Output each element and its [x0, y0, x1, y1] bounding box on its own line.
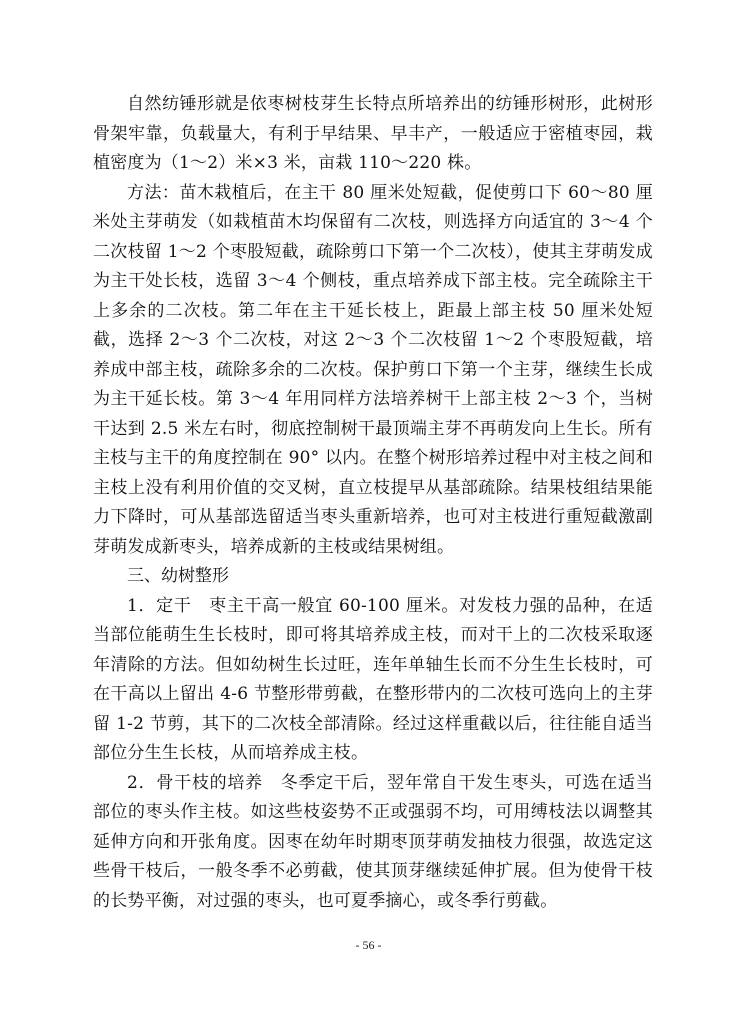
paragraph-trunk-setting: 1．定干 枣主干高一般宜 60-100 厘米。对发枝力强的品种，在适当部位能萌生生长枝时，即可将其培养成主枝，而对干上的二次枝采取逐年清除的方法。但如幼树生长过旺，连年单轴生长而不分生生长枝时，可在干高以上留出 4-6 节整形带剪截，在整形带内的二次枝可选向上的主芽留 1-2 节剪，其下的二次枝全部清除。经过这样重截以后，往往能自适当部位分生生长枝，从而培养成主枝。 — [93, 595, 653, 763]
paragraph-spindle-shape: 自然纺锤形就是依枣树枝芽生长特点所培养出的纺锤形树形，此树形骨架牢靠，负载量大，有利于早结果、早丰产，一般适应于密植枣园，栽植密度为（1～2）米×3 米，亩栽 110～220 株。 — [93, 94, 653, 173]
paragraph-main-branch-cultivation: 2．骨干枝的培养 冬季定干后，翌年常自干发生枣头，可选在适当部位的枣头作主枝。如这些枝姿势不正或强弱不均，可用缚枝法以调整其延伸方向和开张角度。因枣在幼年时期枣顶芽萌发抽枝力很强，故选定这些骨干枝后，一般冬季不必剪截，使其顶芽继续延伸扩展。但为使骨干枝的长势平衡，对过强的枣头，也可夏季摘心，或冬季行剪截。 — [93, 772, 653, 911]
page-number: - 56 - — [355, 938, 382, 952]
document-body — [93, 90, 653, 916]
section-heading-young-tree-shaping: 三、幼树整形 — [127, 566, 229, 586]
paragraph-method: 方法：苗木栽植后，在主干 80 厘米处短截，促使剪口下 60～80 厘米处主芽萌发（如栽植苗木均保留有二次枝，则选择方向适宜的 3～4 个二次枝留 1～2 个枣股短截，疏除剪口下第一个二次枝），使其主芽萌发成为主干处长枝，选留 3～4 个侧枝，重点培养成下部主枝。完全疏除主干上多余的二次枝。第二年在主干延长枝上，距最上部主枝 50 厘米处短截，选择 2～3 个二次枝，对这 2～3 个二次枝留 1～2 个枣股短截，培养成中部主枝，疏除多余的二次枝。保护剪口下第一个主芽，继续生长成为主干延长枝。第 3～4 年用同样方法培养树干上部主枝 2～3 个，当树干达到 2.5 米左右时，彻底控制树干最顶端主芽不再萌发向上生长。所有主枝与主干的角度控制在 90° 以内。在整个树形培养过程中对主枝之间和主枝上没有利用价值的交叉树，直立枝提早从基部疏除。结果枝组结果能力下降时，可从基部选留适当枣头重新培养，也可对主枝进行重短截激副芽萌发成新枣头，培养成新的主枝或结果树组。 — [93, 182, 653, 557]
